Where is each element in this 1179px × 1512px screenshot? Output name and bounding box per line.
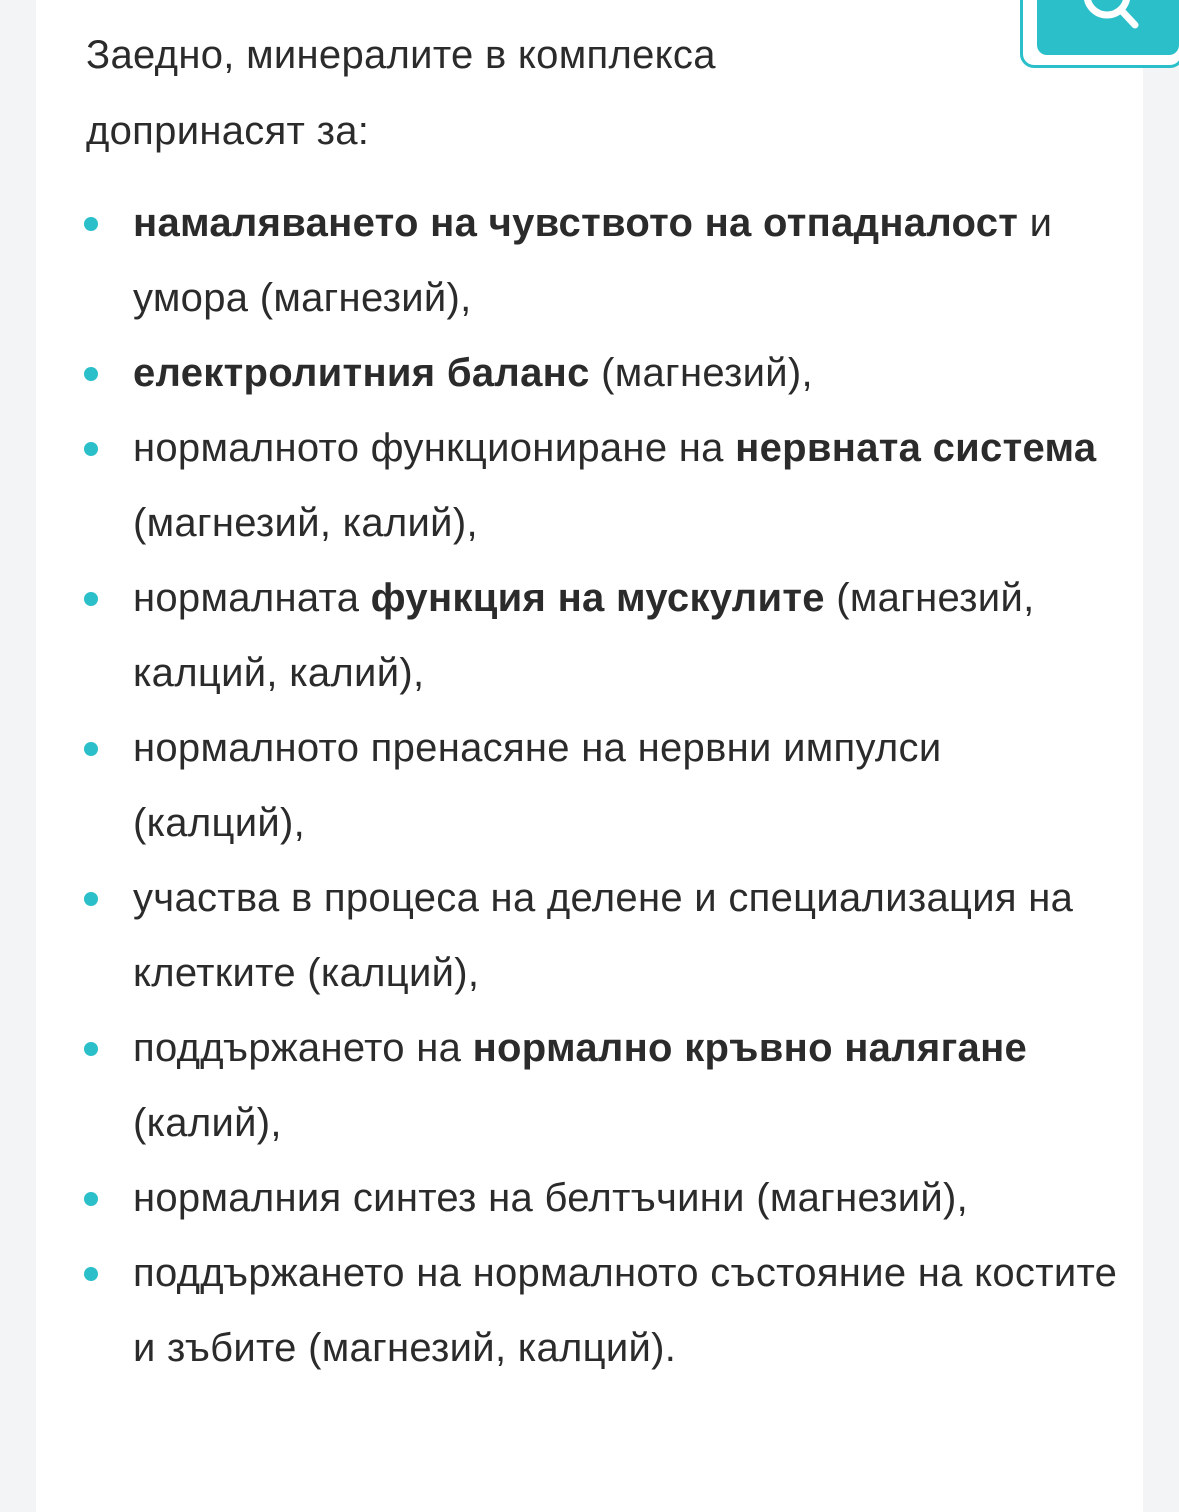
search-icon [1081,0,1141,33]
bullet-icon [84,1192,98,1206]
list-item: нормалното функциониране на нервната система (магнезий, калий), [0,411,1179,561]
bullet-icon [84,742,98,756]
bold-phrase: нервната система [735,426,1097,470]
bullet-icon [84,367,98,381]
bold-phrase: функция на мускулите [370,576,825,620]
bold-phrase: електролитния баланс [133,351,590,395]
search-button-frame[interactable] [1020,0,1179,68]
bullet-icon [84,592,98,606]
intro-line-2: допринасят за: [86,109,370,153]
bold-phrase: намаляването на чувството на отпадналост [133,201,1019,245]
list-item: поддържането на нормалното състояние на костите и зъбите (магнезий, калций). [0,1236,1179,1386]
list-item: нормалния синтез на белтъчини (магнезий), [0,1161,1179,1236]
benefits-list [0,186,1179,1386]
list-item: нормалното пренасяне на нервни импулси (калций), [0,711,1179,861]
list-item: нормалната функция на мускулите (магнезий, калций, калий), [0,561,1179,711]
bullet-icon [84,892,98,906]
intro-line-1: Заедно, минералите в комплекса [86,33,716,77]
bullet-icon [84,442,98,456]
search-button[interactable] [1037,0,1179,55]
bullet-icon [84,217,98,231]
list-item: поддържането на нормално кръвно налягане (калий), [0,1011,1179,1161]
bullet-icon [84,1042,98,1056]
list-item: участва в процеса на делене и специализация на клетките (калций), [0,861,1179,1011]
intro-paragraph [86,17,986,169]
bullet-icon [84,1267,98,1281]
bold-phrase: нормално кръвно налягане [472,1026,1028,1070]
list-item: електролитния баланс (магнезий), [0,336,1179,411]
list-item: намаляването на чувството на отпадналост и умора (магнезий), [0,186,1179,336]
